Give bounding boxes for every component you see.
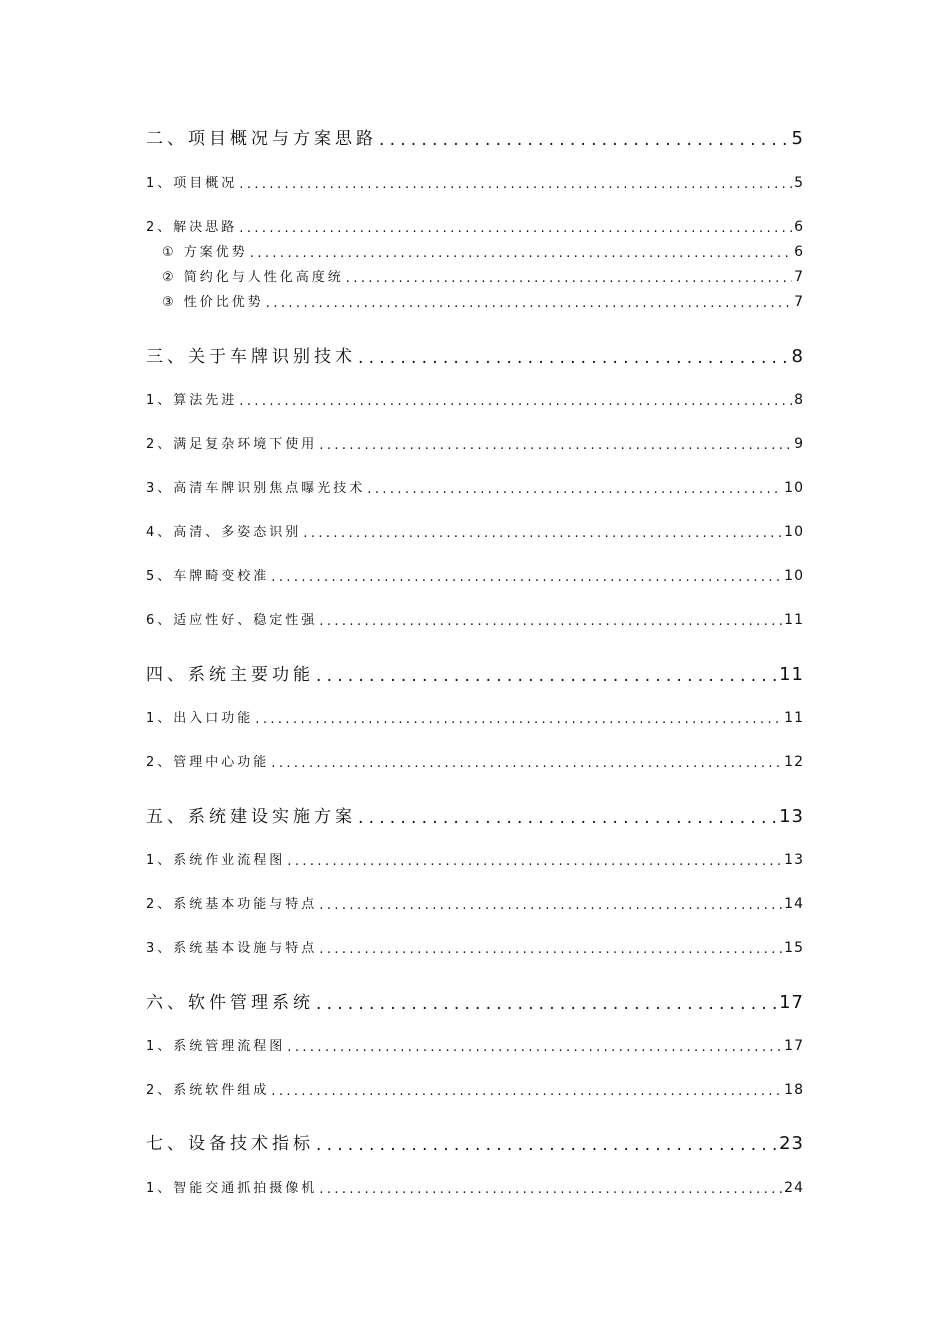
- toc-entry[interactable]: [162, 291, 804, 310]
- toc-entry-label: ① 方案优势: [162, 245, 248, 260]
- toc-entry[interactable]: [146, 216, 804, 235]
- toc-entry-page: 6: [794, 219, 804, 235]
- toc-leader-dots: [346, 272, 792, 285]
- toc-entry-page: 12: [784, 754, 804, 770]
- toc-leader-dots: [239, 178, 792, 191]
- toc-entry-label: 二、项目概况与方案思路: [146, 129, 377, 149]
- toc-entry-page: 15: [784, 940, 804, 956]
- toc-entry-label: 6、适应性好、稳定性强: [146, 613, 318, 628]
- toc-entry-label: 3、高清车牌识别焦点曝光技术: [146, 481, 366, 496]
- toc-entry-label: 2、满足复杂环境下使用: [146, 437, 318, 452]
- toc-entry-page: 13: [779, 806, 804, 827]
- toc-entry-label: ③ 性价比优势: [162, 295, 264, 310]
- toc-leader-dots: [250, 247, 792, 260]
- toc-entry[interactable]: [146, 849, 804, 868]
- toc-entry-page: 11: [784, 710, 804, 726]
- toc-entry[interactable]: [162, 241, 804, 260]
- toc-leader-dots: [319, 439, 792, 452]
- toc-entry-page: 8: [791, 346, 804, 367]
- toc-entry-page: 18: [784, 1082, 804, 1098]
- toc-entry[interactable]: [146, 751, 804, 770]
- toc-entry-label: 1、系统管理流程图: [146, 1039, 286, 1054]
- toc-entry[interactable]: [162, 266, 804, 285]
- toc-entry-label: 1、项目概况: [146, 176, 238, 191]
- toc-entry[interactable]: [146, 609, 804, 628]
- toc-leader-dots: [316, 996, 777, 1013]
- toc-entry[interactable]: [146, 1079, 804, 1098]
- toc-entry-label: 3、系统基本设施与特点: [146, 941, 318, 956]
- toc-entry-label: 4、高清、多姿态识别: [146, 525, 302, 540]
- toc-leader-dots: [367, 483, 782, 496]
- toc-entry-page: 7: [794, 269, 804, 285]
- toc-entry-label: 四、系统主要功能: [146, 665, 314, 685]
- toc-leader-dots: [255, 713, 782, 726]
- toc-entry[interactable]: [146, 1129, 804, 1154]
- toc-entry-page: 9: [794, 436, 804, 452]
- toc-entry[interactable]: [146, 389, 804, 408]
- toc-entry-label: 五、系统建设实施方案: [146, 807, 356, 827]
- toc-entry-label: 2、管理中心功能: [146, 755, 270, 770]
- toc-entry-label: 2、系统软件组成: [146, 1083, 270, 1098]
- toc-entry-label: 2、解决思路: [146, 220, 238, 235]
- toc-entry-page: 10: [784, 568, 804, 584]
- toc-entry[interactable]: [146, 937, 804, 956]
- toc-entry[interactable]: [146, 124, 804, 149]
- toc-leader-dots: [358, 350, 790, 367]
- toc-entry[interactable]: [146, 1035, 804, 1054]
- toc-leader-dots: [239, 222, 792, 235]
- toc-entry-page: 10: [784, 480, 804, 496]
- toc-entry[interactable]: [146, 521, 804, 540]
- toc-leader-dots: [316, 668, 777, 685]
- toc-entry[interactable]: [146, 433, 804, 452]
- toc-leader-dots: [319, 1183, 782, 1196]
- toc-entry-label: 2、系统基本功能与特点: [146, 897, 318, 912]
- toc-entry[interactable]: [146, 660, 804, 685]
- toc-leader-dots: [266, 297, 792, 310]
- toc-leader-dots: [379, 132, 790, 149]
- toc-entry-label: 七、设备技术指标: [146, 1134, 314, 1154]
- toc-entry-page: 10: [784, 524, 804, 540]
- toc-leader-dots: [271, 757, 782, 770]
- toc-entry-page: 11: [784, 612, 804, 628]
- toc-leader-dots: [287, 1041, 782, 1054]
- toc-entry-page: 24: [784, 1180, 804, 1196]
- toc-entry[interactable]: [146, 172, 804, 191]
- toc-entry-label: 5、车牌畸变校准: [146, 569, 270, 584]
- toc-entry[interactable]: [146, 1177, 804, 1196]
- toc-entry-label: 1、系统作业流程图: [146, 853, 286, 868]
- toc-leader-dots: [319, 899, 782, 912]
- toc-entry-page: 17: [784, 1038, 804, 1054]
- toc-entry-page: 5: [791, 128, 804, 149]
- toc-entry-page: 23: [779, 1133, 804, 1154]
- toc-entry-label: 1、算法先进: [146, 393, 238, 408]
- toc-entry-label: 1、出入口功能: [146, 711, 254, 726]
- toc-leader-dots: [319, 943, 782, 956]
- toc-entry-label: ② 简约化与人性化高度统: [162, 270, 344, 285]
- toc-entry-page: 8: [794, 392, 804, 408]
- toc-entry-page: 13: [784, 852, 804, 868]
- toc-entry-page: 7: [794, 294, 804, 310]
- toc-entry-page: 17: [779, 992, 804, 1013]
- toc-leader-dots: [319, 615, 782, 628]
- toc-entry[interactable]: [146, 707, 804, 726]
- toc-leader-dots: [287, 855, 782, 868]
- toc-entry-page: 14: [784, 896, 804, 912]
- toc-entry[interactable]: [146, 988, 804, 1013]
- toc-entry-page: 6: [794, 244, 804, 260]
- toc-entry[interactable]: [146, 565, 804, 584]
- toc-leader-dots: [239, 395, 792, 408]
- toc-leader-dots: [303, 527, 782, 540]
- toc-entry[interactable]: [146, 477, 804, 496]
- toc-leader-dots: [271, 571, 782, 584]
- toc-entry[interactable]: [146, 893, 804, 912]
- toc-entry[interactable]: [146, 342, 804, 367]
- toc-entry-label: 六、软件管理系统: [146, 993, 314, 1013]
- toc-entry-page: 11: [779, 664, 804, 685]
- toc-leader-dots: [358, 810, 777, 827]
- toc-entry-label: 1、智能交通抓拍摄像机: [146, 1181, 318, 1196]
- toc-leader-dots: [271, 1085, 782, 1098]
- toc-entry[interactable]: [146, 802, 804, 827]
- toc-entry-page: 5: [794, 175, 804, 191]
- toc-entry-label: 三、关于车牌识别技术: [146, 347, 356, 367]
- toc-leader-dots: [316, 1137, 777, 1154]
